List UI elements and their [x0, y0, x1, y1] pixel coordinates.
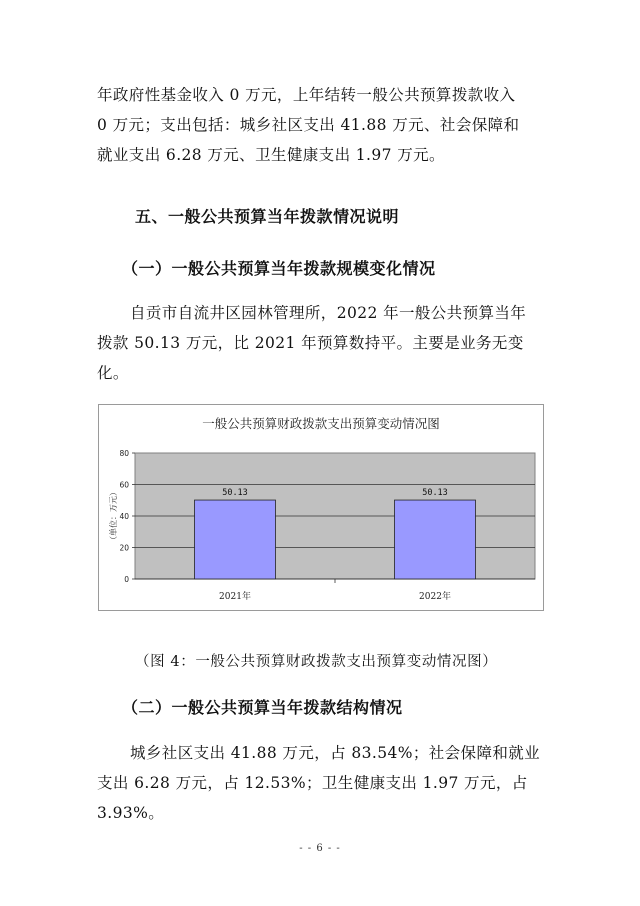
- data-label: 50.13: [222, 488, 248, 499]
- chart-title: 一般公共预算财政拨款支出预算变动情况图: [202, 416, 440, 431]
- data-label: 50.13: [422, 488, 448, 499]
- text-line: 年政府性基金收入 0 万元，上年结转一般公共预算拨款收入: [97, 86, 516, 104]
- paragraph-income-expense: [97, 80, 557, 170]
- figure-caption: （图 4：一般公共预算财政拨款支出预算变动情况图）: [135, 654, 498, 670]
- text-line: 0 万元；支出包括：城乡社区支出 41.88 万元、社会保障和: [97, 116, 520, 134]
- subsection-title-structure: （二）一般公共预算当年拨款结构情况: [122, 698, 403, 717]
- text-line: 支出 6.28 万元，占 12.53%；卫生健康支出 1.97 万元，占: [97, 774, 528, 792]
- bar-chart: [98, 404, 544, 611]
- subsection-title-scale: （一）一般公共预算当年拨款规模变化情况: [122, 259, 436, 278]
- text-line: 就业支出 6.28 万元、卫生健康支出 1.97 万元。: [97, 146, 445, 164]
- bar: [395, 500, 476, 579]
- page-number: - - 6 - -: [299, 843, 341, 854]
- y-tick-label: 80: [119, 449, 129, 458]
- text-line: 城乡社区支出 41.88 万元，占 83.54%；社会保障和就业: [130, 744, 541, 762]
- text-line: 拨款 50.13 万元，比 2021 年预算数持平。主要是业务无变: [97, 334, 524, 352]
- paragraph-structure: [97, 738, 557, 828]
- text-line: 自贡市自流井区园林管理所，2022 年一般公共预算当年: [130, 304, 527, 322]
- text-line: 化。: [97, 364, 129, 382]
- section-title: 五、一般公共预算当年拨款情况说明: [135, 207, 400, 226]
- bar: [195, 500, 276, 579]
- y-tick-label: 60: [119, 480, 129, 490]
- y-tick-label: 40: [119, 512, 129, 521]
- paragraph-scale-change: [97, 298, 557, 388]
- y-tick-label: 20: [119, 543, 129, 553]
- x-tick-label: 2022年: [419, 592, 451, 602]
- chart-canvas: [99, 405, 543, 610]
- x-tick-label: 2021年: [219, 592, 251, 602]
- y-axis-label: （单位：万元）: [109, 488, 118, 544]
- text-line: 3.93%。: [97, 804, 165, 822]
- y-tick-label: 0: [124, 575, 129, 584]
